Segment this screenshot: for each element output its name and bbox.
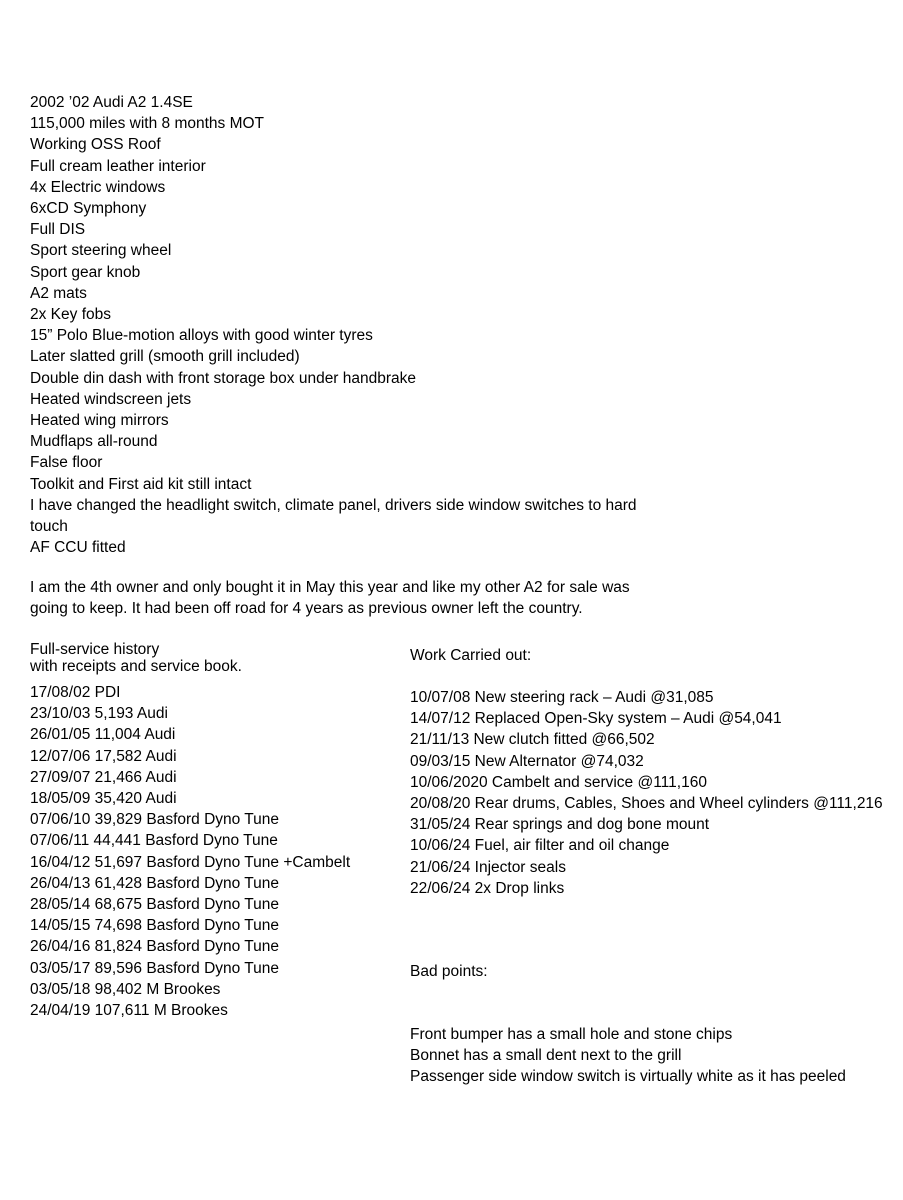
- bad-point-entry: Bonnet has a small dent next to the grill: [410, 1047, 682, 1065]
- work-entry: 31/05/24 Rear springs and dog bone mount: [410, 816, 710, 834]
- service-entry: 26/01/05 11,004 Audi: [30, 726, 176, 744]
- service-entry: 03/05/18 98,402 M Brookes: [30, 980, 221, 998]
- feature-item: I have changed the headlight switch, climate panel, drivers side window switches to hard touch: [30, 496, 637, 536]
- feature-item: 115,000 miles with 8 months MOT: [30, 115, 265, 133]
- work-entry: 10/06/24 Fuel, air filter and oil change: [410, 837, 670, 855]
- work-entry: 22/06/24 2x Drop links: [410, 879, 565, 897]
- bad-points-heading: Bad points:: [410, 963, 488, 980]
- feature-item: Working OSS Roof: [30, 136, 161, 154]
- service-history-list: [30, 682, 390, 1021]
- work-entry: 14/07/12 Replaced Open-Sky system – Audi @54,041: [410, 710, 782, 728]
- feature-item: Double din dash with front storage box under handbrake: [30, 369, 417, 387]
- feature-item: Heated wing mirrors: [30, 412, 169, 430]
- service-entry: 28/05/14 68,675 Basford Dyno Tune: [30, 896, 280, 914]
- work-entry: 20/08/20 Rear drums, Cables, Shoes and Wheel cylinders @111,216: [410, 795, 883, 813]
- feature-item: Full DIS: [30, 221, 86, 239]
- feature-item: 6xCD Symphony: [30, 200, 147, 218]
- service-history-heading-line: Full-service history: [30, 641, 160, 658]
- bad-point-entry: Passenger side window switch is virtually white as it has peeled: [410, 1068, 846, 1086]
- bad-points-list: [410, 1024, 895, 1088]
- feature-item: 2x Key fobs: [30, 306, 111, 324]
- service-entry: 07/06/10 39,829 Basford Dyno Tune: [30, 811, 280, 829]
- feature-item: A2 mats: [30, 284, 87, 302]
- feature-item: Heated windscreen jets: [30, 390, 192, 408]
- service-history-heading: [30, 642, 370, 675]
- service-history-heading-line: with receipts and service book.: [30, 657, 242, 675]
- feature-item: AF CCU fitted: [30, 539, 126, 557]
- service-entry: 26/04/16 81,824 Basford Dyno Tune: [30, 938, 280, 956]
- service-entry: 03/05/17 89,596 Basford Dyno Tune: [30, 959, 280, 977]
- feature-item: Sport gear knob: [30, 263, 141, 281]
- feature-item: Sport steering wheel: [30, 242, 172, 260]
- service-entry: 23/10/03 5,193 Audi: [30, 705, 168, 723]
- service-entry: 12/07/06 17,582 Audi: [30, 747, 177, 765]
- service-entry: 16/04/12 51,697 Basford Dyno Tune +Cambelt: [30, 853, 351, 871]
- service-entry: 14/05/15 74,698 Basford Dyno Tune: [30, 917, 280, 935]
- service-entry: 18/05/09 35,420 Audi: [30, 790, 177, 808]
- service-entry: 26/04/13 61,428 Basford Dyno Tune: [30, 874, 280, 892]
- service-entry: 27/09/07 21,466 Audi: [30, 768, 177, 786]
- feature-item: 15” Polo Blue-motion alloys with good winter tyres: [30, 327, 373, 345]
- service-entry: 17/08/02 PDI: [30, 684, 121, 701]
- feature-list: [30, 92, 670, 558]
- feature-item: Full cream leather interior: [30, 157, 206, 175]
- work-entry: 21/06/24 Injector seals: [410, 858, 566, 876]
- intro-paragraph: [30, 577, 670, 619]
- feature-item: Later slatted grill (smooth grill included): [30, 348, 300, 366]
- bad-point-entry: Front bumper has a small hole and stone chips: [410, 1026, 733, 1043]
- feature-item: False floor: [30, 454, 103, 472]
- feature-item: 2002 ’02 Audi A2 1.4SE: [30, 94, 193, 111]
- work-carried-out-list: [410, 687, 895, 899]
- feature-item: 4x Electric windows: [30, 178, 166, 196]
- work-carried-out-heading: Work Carried out:: [410, 647, 532, 664]
- feature-item: Mudflaps all-round: [30, 433, 158, 451]
- service-entry: 07/06/11 44,441 Basford Dyno Tune: [30, 832, 278, 850]
- feature-item: Toolkit and First aid kit still intact: [30, 475, 252, 493]
- work-entry: 10/07/08 New steering rack – Audi @31,085: [410, 689, 714, 706]
- intro-text: I am the 4th owner and only bought it in May this year and like my other A2 for sale was going to keep. It had been off road for 4 years as previous owner left the country.: [30, 579, 630, 618]
- service-entry: 24/04/19 107,611 M Brookes: [30, 1002, 228, 1020]
- work-entry: 09/03/15 New Alternator @74,032: [410, 752, 644, 770]
- work-entry: 10/06/2020 Cambelt and service @111,160: [410, 773, 707, 791]
- work-entry: 21/11/13 New clutch fitted @66,502: [410, 731, 655, 749]
